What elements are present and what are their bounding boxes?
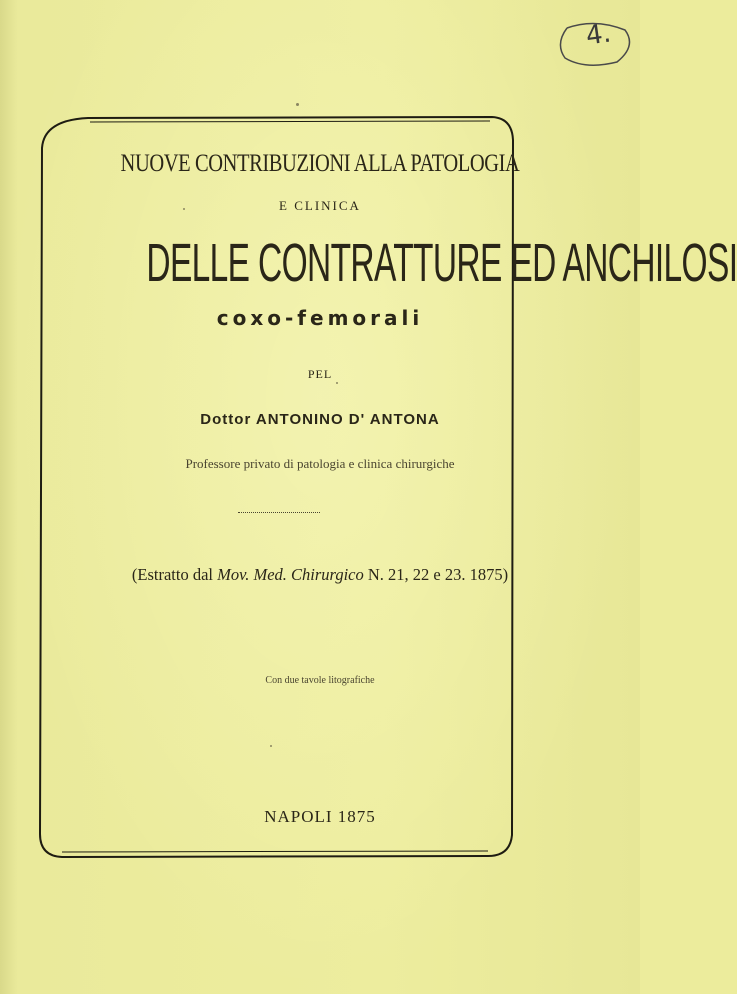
journal-title: Mov. Med. Chirurgico [217,565,364,584]
title-line-1: NUOVE CONTRIBUZIONI ALLA PATOLOGIA [120,150,520,177]
paper-speck [296,103,299,106]
title-line-main: DELLE CONTRATTURE ED ANCHILOSI [146,233,737,293]
title-line-2: E CLINICA [279,198,361,213]
extract-suffix: N. 21, 22 e 23. 1875) [363,565,509,584]
plates-note: Con due tavole litografiche [265,675,375,686]
paper-speck [336,382,338,384]
extract-prefix: (Estratto dal [131,565,218,584]
paper-speck [270,745,272,747]
dotted-divider [238,508,320,513]
paper-speck [183,208,185,210]
extract-note [40,565,600,585]
author-name: Dottor ANTONINO D' ANTONA [200,411,440,428]
imprint: NAPOLI 1875 [264,807,376,826]
title-subtitle: coxo-femorali [216,306,424,330]
author-prefix: PEL [307,367,333,381]
handwritten-annotation: 4. [584,18,613,52]
author-position: Professore privato di patologia e clinica chirurgiche [185,456,455,471]
